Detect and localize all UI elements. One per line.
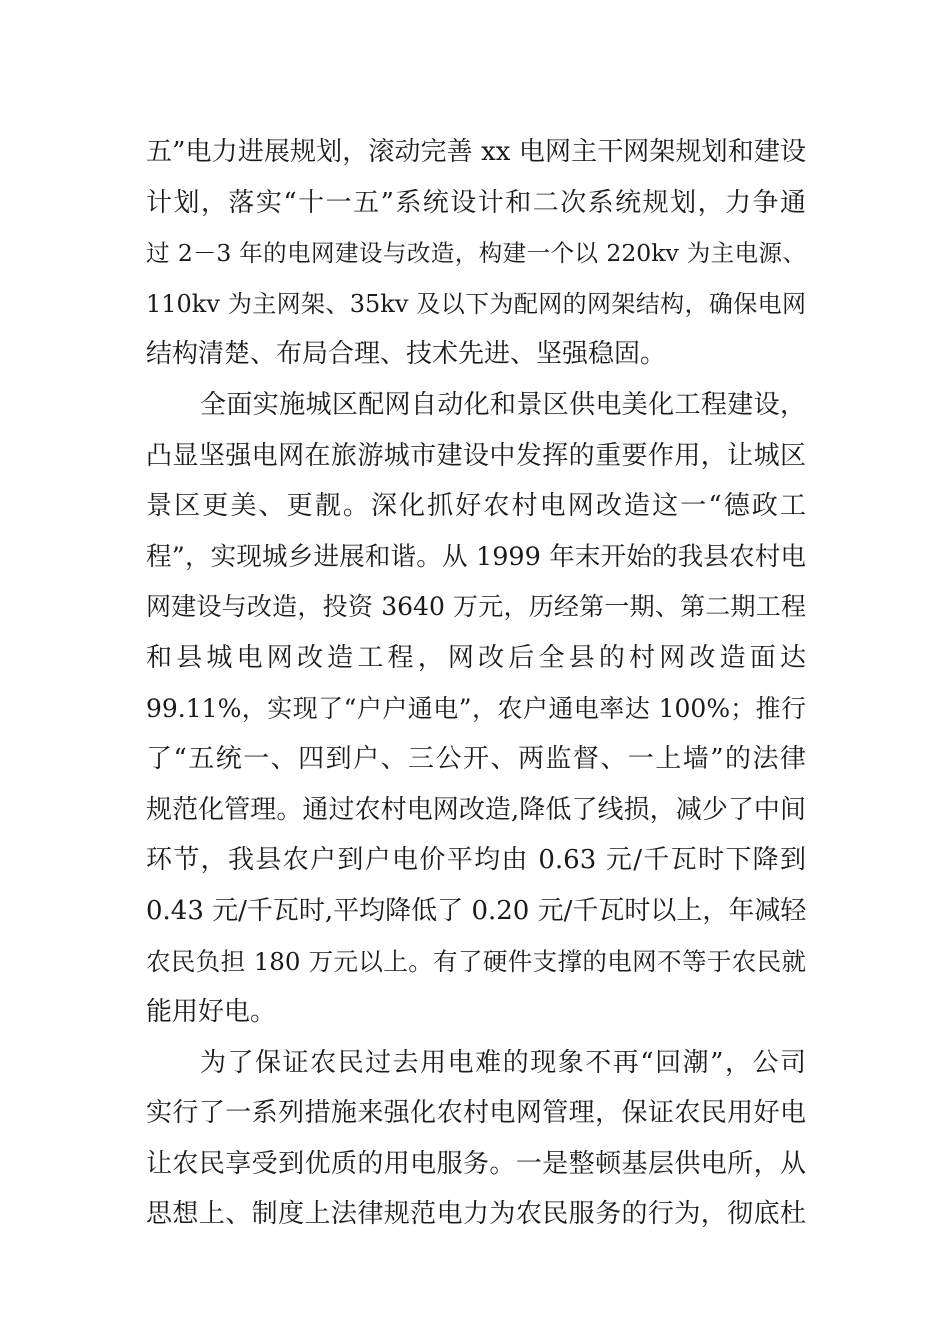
text-line: 过 2－3 年的电网建设与改造，构建一个以 220kv 为主电源、 — [146, 239, 806, 268]
text-line: 99.11%，实现了“户户通电”，农户通电率达 100%；推行 — [146, 693, 806, 723]
text-line: 农民负担 180 万元以上。有了硬件支撑的电网不等于农民就 — [146, 946, 806, 976]
text-line: 思想上、制度上法律规范电力为农民服务的行为，彻底杜 — [146, 1199, 806, 1230]
text-line: 实行了一系列措施来强化农村电网管理，保证农民用好电 — [146, 1098, 806, 1129]
paragraph-3 — [146, 1038, 806, 1240]
text-line: 0.43 元/千瓦时,平均降低了 0.20 元/千瓦时以上，年减轻 — [146, 895, 807, 926]
text-line: 规范化管理。通过农村电网改造,降低了线损，减少了中间 — [146, 794, 806, 825]
text-line: 程”，实现城乡进展和谐。从 1999 年末开始的我县农村电 — [146, 541, 806, 572]
paragraph-2 — [146, 380, 806, 1038]
text-line: 让农民享受到优质的用电服务。一是整顿基层供电所，从 — [146, 1148, 806, 1179]
text-line: 凸显坚强电网在旅游城市建设中发挥的重要作用，让城区 — [146, 440, 806, 471]
text-line: 五”电力进展规划，滚动完善 xx 电网主干网架规划和建设 — [146, 137, 806, 167]
text-line: 结构清楚、布局合理、技术先进、坚强稳固。 — [146, 339, 667, 370]
text-line: 110kv 为主网架、35kv 及以下为配网的网架结构，确保电网 — [146, 289, 806, 318]
text-line: 了“五统一、四到户、三公开、两监督、一上墙”的法律 — [146, 744, 806, 775]
text-line: 全面实施城区配网自动化和景区供电美化工程建设， — [200, 389, 806, 420]
text-line: 计划，落实“十一五”系统设计和二次系统规划，力争通 — [146, 187, 806, 218]
text-line: 环节，我县农户到户电价平均由 0.63 元/千瓦时下降到 — [146, 845, 806, 876]
text-line: 网建设与改造，投资 3640 万元，历经第一期、第二期工程 — [146, 592, 806, 622]
paragraph-1 — [146, 127, 806, 380]
text-line: 为了保证农民过去用电难的现象不再“回潮”，公司 — [200, 1047, 806, 1078]
text-line: 景区更美、更靓。深化抓好农村电网改造这一“德政工 — [146, 491, 806, 522]
text-line: 能用好电。 — [146, 997, 277, 1028]
text-line: 和县城电网改造工程，网改后全县的村网改造面达 — [146, 642, 806, 673]
document-body — [146, 127, 806, 1240]
